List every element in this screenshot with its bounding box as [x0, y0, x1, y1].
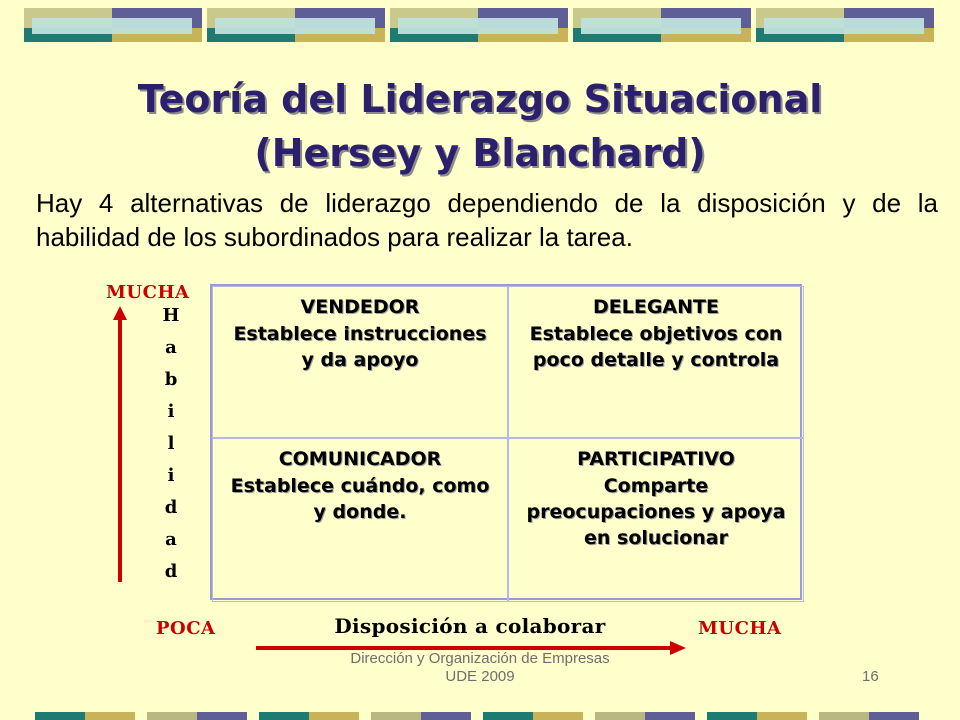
- cell-heading: PARTICIPATIVO: [577, 448, 735, 470]
- red-up-arrow-icon: [110, 306, 130, 586]
- deco-block: [24, 8, 202, 42]
- slide-title-line-1: Teoría del Liderazgo Situacional: [137, 77, 823, 121]
- cell-comunicador: [212, 438, 508, 602]
- bottom-decoration: [35, 712, 960, 720]
- horizontal-axis-left-label: POCA: [156, 618, 216, 639]
- leadership-grid: [210, 284, 802, 600]
- cell-heading: VENDEDOR: [300, 296, 420, 318]
- deco-block: [756, 8, 934, 42]
- cell-participativo: [508, 438, 804, 602]
- cell-description: Establece objetivos con poco detalle y controla: [529, 323, 783, 371]
- axis-letter: a: [165, 529, 177, 550]
- deco-block: [207, 8, 385, 42]
- axis-letter: i: [167, 401, 175, 422]
- axis-letter: l: [167, 433, 175, 454]
- axis-letter: b: [164, 369, 178, 390]
- axis-letter: a: [165, 337, 177, 358]
- axis-letter: i: [167, 465, 175, 486]
- page-number: 16: [862, 668, 879, 685]
- axis-letter: d: [164, 561, 178, 582]
- horizontal-axis-title: Disposición a colaborar: [334, 614, 606, 638]
- footer-line-2: UDE 2009: [445, 668, 515, 685]
- vertical-axis-top-label: MUCHA: [106, 282, 190, 303]
- cell-description: Comparte preocupaciones y apoya en solucionar: [526, 475, 786, 549]
- footer: [300, 650, 660, 686]
- axis-letter: d: [164, 497, 178, 518]
- cell-description: Establece cuándo, como y donde.: [230, 475, 490, 523]
- vertical-axis-title: [156, 300, 186, 588]
- cell-description: Establece instrucciones y da apoyo: [233, 323, 487, 371]
- footer-line-1: Dirección y Organización de Empresas: [350, 650, 610, 667]
- cell-delegante: [508, 286, 804, 438]
- cell-heading: DELEGANTE: [593, 296, 719, 318]
- deco-block: [390, 8, 568, 42]
- slide-title-line-2: (Hersey y Blanchard): [254, 131, 706, 175]
- cell-heading: COMUNICADOR: [278, 448, 442, 470]
- intro-text: Hay 4 alternativas de liderazgo dependiendo de la disposición y de la habilidad de los subordinados para realizar la tarea.: [36, 188, 938, 252]
- horizontal-axis-right-label: MUCHA: [698, 618, 782, 639]
- axis-letter: H: [162, 305, 180, 326]
- deco-block: [573, 8, 751, 42]
- cell-vendedor: [212, 286, 508, 438]
